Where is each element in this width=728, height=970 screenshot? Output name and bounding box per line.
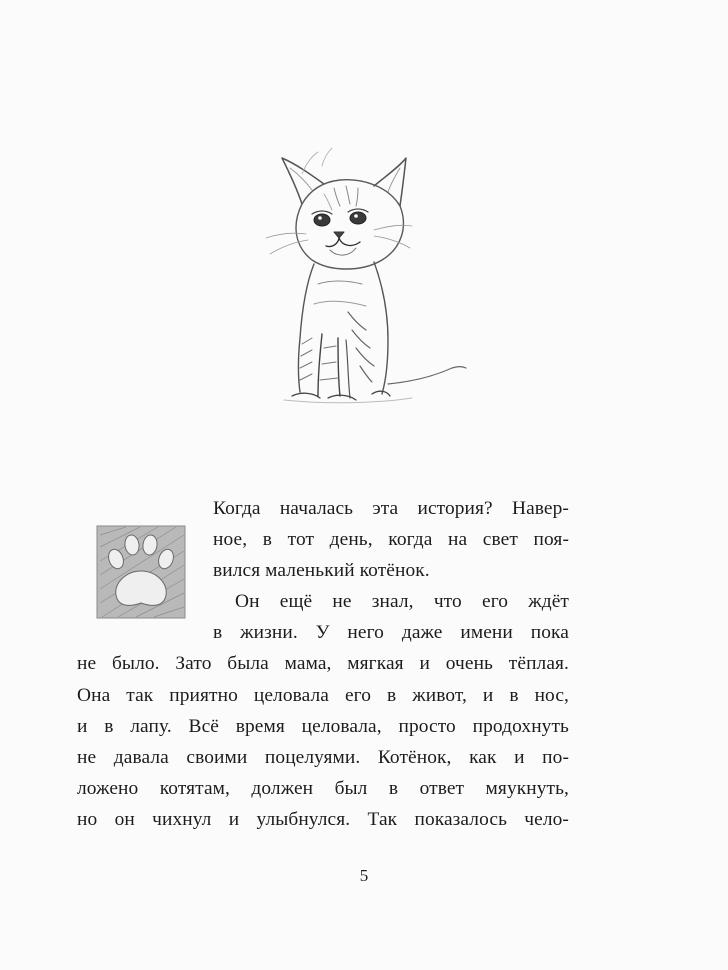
text-line: не было. Зато была мама, мягкая и очень тёплая. [77,653,569,675]
text-line: ложено котятам, должен был в ответ мяукнуть, [77,777,569,799]
text-line: но он чихнул и улыбнулся. Так показалось чело- [77,808,569,830]
text-line: Он ещё не знал, что его ждёт [235,591,569,613]
text-line: в жизни. У него даже имени пока [213,622,569,644]
text-line: и в лапу. Всё время целовала, просто продохнуть [77,715,569,737]
text-line: вился маленький котёнок. [213,560,430,582]
text-line: ное, в тот день, когда на свет поя- [213,529,569,551]
text-line: не давала своими поцелуями. Котёнок, как и по- [77,746,569,768]
story-text [77,493,569,835]
text-line: Она так приятно целовала его в живот, и в нос, [77,684,569,706]
kitten-sketch-icon [262,134,470,406]
text-line: Когда началась эта история? Навер- [213,498,569,519]
page-number: 5 [359,866,369,885]
